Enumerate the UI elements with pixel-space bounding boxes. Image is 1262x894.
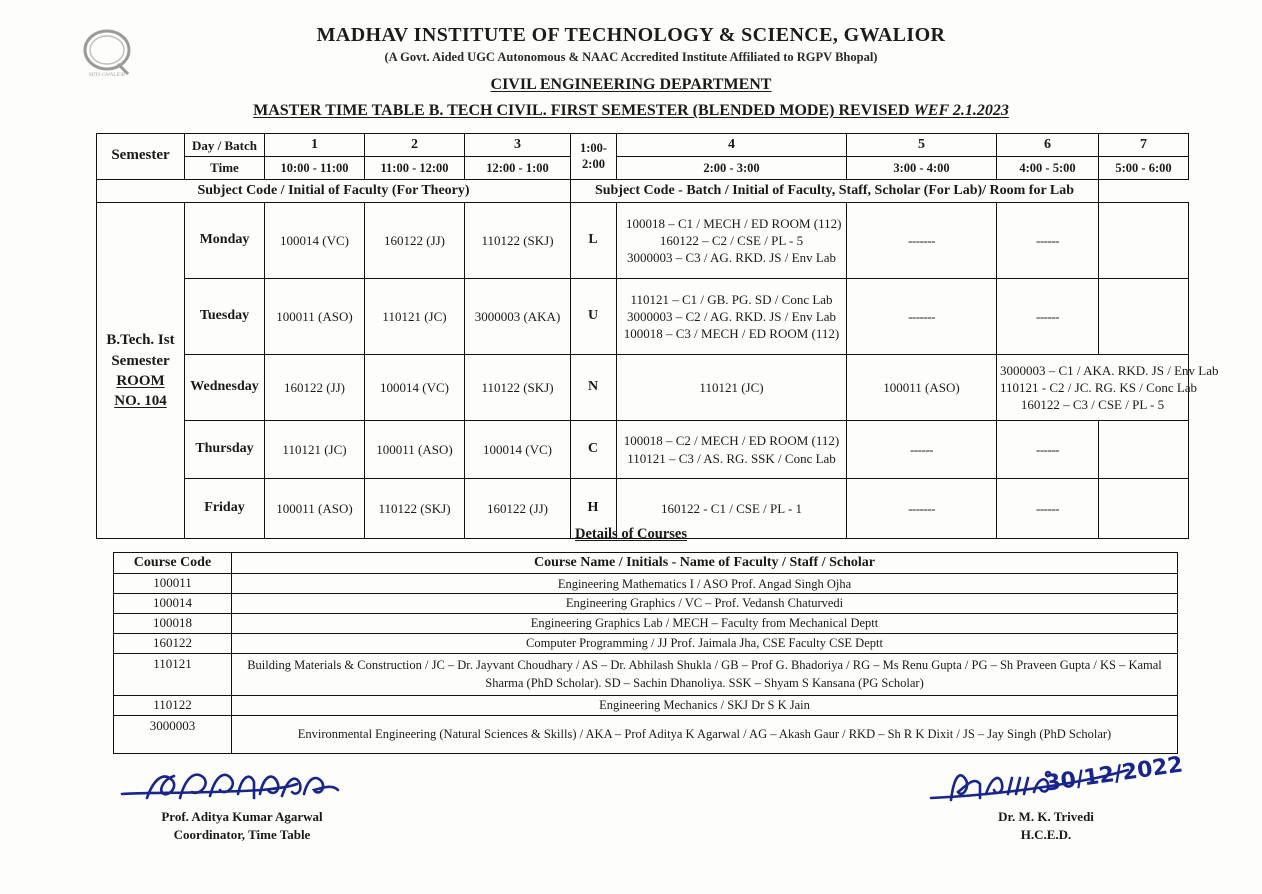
timetable-table [96, 133, 1219, 539]
cell-monday-p6: ------ [997, 203, 1099, 279]
lunch-time-cell: 1:00-2:00 [571, 134, 617, 180]
cell-friday-p1: 100011 (ASO) [265, 479, 365, 539]
signature-block-hod [896, 752, 1196, 843]
semester-header-cell: Semester [97, 134, 185, 180]
day-label-tuesday: Tuesday [185, 279, 265, 355]
table-row [114, 715, 1178, 753]
day-label-monday: Monday [185, 203, 265, 279]
cell-wednesday-p5: 100011 (ASO) [847, 355, 997, 421]
course-name: Engineering Graphics / VC – Prof. Vedansh Chaturvedi [232, 594, 1178, 614]
course-details-table [113, 552, 1178, 754]
lab-line: 110121 – C3 / AS. RG. SSK / Conc Lab [627, 450, 836, 466]
day-batch-header-cell: Day / Batch [185, 134, 265, 157]
table-row-header-spans [97, 179, 1189, 202]
period-time-4: 2:00 - 3:00 [617, 157, 847, 179]
cell-friday-p3: 160122 (JJ) [465, 479, 571, 539]
course-name: Engineering Mathematics I / ASO Prof. Angad Singh Ojha [232, 574, 1178, 594]
lunch-letter-C: C [571, 421, 617, 479]
table-row [97, 355, 1189, 421]
lunch-letter-N: N [571, 355, 617, 421]
table-row [114, 653, 1178, 695]
cell-tuesday-p1: 100011 (ASO) [265, 279, 365, 355]
table-row [97, 203, 1189, 279]
lab-line: 110121 – C1 / GB. PG. SD / Conc Lab [630, 291, 833, 307]
document-title [0, 102, 1262, 120]
course-name: Engineering Mechanics / SKJ Dr S K Jain [232, 695, 1178, 715]
course-name: Environmental Engineering (Natural Sciences & Skills) / AKA – Prof Aditya K Agarwal / AG – Akash Gaur / RKD – Sh R K Dixit / JS – Jay Singh (PhD Scholar) [232, 715, 1178, 753]
day-label-thursday: Thursday [185, 421, 265, 479]
signature-block-coordinator [92, 764, 392, 843]
lab-line: 3000003 – C3 / AG. RKD. JS / Env Lab [626, 250, 837, 266]
semester-name-line1: B.Tech. Ist [106, 331, 175, 348]
period-header-6: 6 [997, 134, 1099, 157]
day-label-friday: Friday [185, 479, 265, 539]
institute-name: MADHAV INSTITUTE OF TECHNOLOGY & SCIENCE, GWALIOR [316, 24, 946, 46]
cell-friday-p4: 160122 - C1 / CSE / PL - 1 [617, 479, 847, 539]
cell-monday-p2: 160122 (JJ) [365, 203, 465, 279]
cell-tuesday-p2: 110121 (JC) [365, 279, 465, 355]
table-row [114, 594, 1178, 614]
lab-line: 100018 – C2 / MECH / ED ROOM (112) [623, 433, 840, 449]
course-code: 100011 [114, 574, 232, 594]
day-label-wednesday: Wednesday [185, 355, 265, 421]
semester-name [97, 330, 184, 372]
signatory-role: H.C.E.D. [1020, 826, 1072, 842]
cell-thursday-p7 [1099, 421, 1189, 479]
course-code-header: Course Code [114, 553, 232, 574]
lunch-letter-H: H [571, 479, 617, 539]
table-row-header-times [97, 157, 1189, 179]
details-of-courses [113, 552, 1177, 754]
signature-mark-icon [92, 764, 392, 808]
cell-thursday-p5: ------ [847, 421, 997, 479]
master-timetable [96, 133, 1219, 539]
cell-monday-p1: 100014 (VC) [265, 203, 365, 279]
signature-date: 30/12/2022 [1044, 752, 1186, 797]
period-time-7: 5:00 - 6:00 [1099, 157, 1189, 179]
institute-subtitle: (A Govt. Aided UGC Autonomous & NAAC Accredited Institute Affiliated to RGPV Bhopal) [384, 50, 878, 64]
lab-line: 160122 – C3 / CSE / PL - 5 [1020, 397, 1165, 413]
cell-wednesday-p2: 100014 (VC) [365, 355, 465, 421]
room-number [97, 372, 184, 412]
lab-line: 160122 – C2 / CSE / PL - 5 [659, 233, 804, 249]
svg-text:MITS GWALIOR: MITS GWALIOR [88, 73, 126, 78]
cell-tuesday-p7 [1099, 279, 1189, 355]
course-code: 110121 [114, 653, 232, 695]
cell-wednesday-p6 [997, 355, 1219, 421]
period-time-1: 10:00 - 11:00 [265, 157, 365, 179]
lab-line: 100018 – C3 / MECH / ED ROOM (112) [623, 326, 840, 342]
lab-line: 110121 - C2 / JC. RG. KS / Conc Lab [1000, 380, 1198, 396]
cell-monday-p5: ------- [847, 203, 997, 279]
document-title-main: MASTER TIME TABLE B. TECH CIVIL. FIRST SEMESTER (BLENDED MODE) REVISED [253, 102, 914, 119]
course-name: Engineering Graphics Lab / MECH – Faculty from Mechanical Deptt [232, 613, 1178, 633]
lab-line: 3000003 – C2 / AG. RKD. JS / Env Lab [626, 309, 837, 325]
cell-tuesday-p4 [617, 279, 847, 355]
course-name: Computer Programming / JJ Prof. Jaimala Jha, CSE Faculty CSE Deptt [232, 633, 1178, 653]
theory-span-header: Subject Code / Initial of Faculty (For Theory) [97, 179, 571, 202]
cell-wednesday-p1: 160122 (JJ) [265, 355, 365, 421]
lab-span-header: Subject Code - Batch / Initial of Faculty, Staff, Scholar (For Lab)/ Room for Lab [571, 179, 1099, 202]
period-time-6: 4:00 - 5:00 [997, 157, 1099, 179]
course-name-header: Course Name / Initials - Name of Faculty / Staff / Scholar [232, 553, 1178, 574]
cell-monday-p7 [1099, 203, 1189, 279]
table-row [114, 695, 1178, 715]
course-code: 100018 [114, 613, 232, 633]
course-code: 160122 [114, 633, 232, 653]
lunch-letter-L: L [571, 203, 617, 279]
period-time-2: 11:00 - 12:00 [365, 157, 465, 179]
room-line1: ROOM [116, 372, 165, 389]
cell-tuesday-p5: ------- [847, 279, 997, 355]
cell-thursday-p2: 100011 (ASO) [365, 421, 465, 479]
period-header-7: 7 [1099, 134, 1189, 157]
lunch-letter-U: U [571, 279, 617, 355]
signature-mark-icon [896, 752, 1196, 808]
cell-monday-p3: 110122 (SKJ) [465, 203, 571, 279]
document-title-wef: WEF 2.1.2023 [913, 102, 1009, 119]
table-row [114, 574, 1178, 594]
semester-room-cell [97, 203, 185, 539]
cell-thursday-p6: ------ [997, 421, 1099, 479]
period-header-4: 4 [617, 134, 847, 157]
period-header-2: 2 [365, 134, 465, 157]
cell-tuesday-p3: 3000003 (AKA) [465, 279, 571, 355]
cell-friday-p6: ------ [997, 479, 1099, 539]
course-code: 3000003 [114, 715, 232, 753]
department-name: CIVIL ENGINEERING DEPARTMENT [490, 76, 772, 93]
signatory-role: Coordinator, Time Table [173, 826, 311, 842]
cell-thursday-p1: 110121 (JC) [265, 421, 365, 479]
lab-line: 100018 – C1 / MECH / ED ROOM (112) [626, 215, 842, 231]
period-header-1: 1 [265, 134, 365, 157]
table-row [114, 633, 1178, 653]
table-row-header-periods [97, 134, 1189, 157]
signatory-name: Prof. Aditya Kumar Agarwal [161, 809, 323, 824]
cell-tuesday-p6: ------ [997, 279, 1099, 355]
table-row [97, 421, 1189, 479]
signatory-name: Dr. M. K. Trivedi [998, 809, 1094, 824]
period-header-5: 5 [847, 134, 997, 157]
cell-monday-p4 [617, 203, 847, 279]
cell-friday-p2: 110122 (SKJ) [365, 479, 465, 539]
room-line2: NO. 104 [114, 392, 167, 409]
cell-friday-p5: ------- [847, 479, 997, 539]
time-header-cell: Time [185, 157, 265, 179]
period-time-5: 3:00 - 4:00 [847, 157, 997, 179]
cell-thursday-p3: 100014 (VC) [465, 421, 571, 479]
cell-wednesday-p4: 110121 (JC) [617, 355, 847, 421]
lab-line: 3000003 – C1 / AKA. RKD. JS / Env Lab [1000, 362, 1219, 378]
institute-logo-icon [78, 26, 136, 80]
course-code: 100014 [114, 594, 232, 614]
semester-name-line2: Semester [111, 352, 170, 369]
table-row [97, 279, 1189, 355]
period-time-3: 12:00 - 1:00 [465, 157, 571, 179]
table-row-header [114, 553, 1178, 574]
period-header-3: 3 [465, 134, 571, 157]
details-of-courses-title: Details of Courses [575, 526, 687, 542]
course-name: Building Materials & Construction / JC – Dr. Jayvant Choudhary / AS – Dr. Abhilash Shukla / GB – Prof G. Bhadoriya / RG – Ms Renu Gupta / PG – Sh Praveen Gupta / KS – Kamal Sharma (PhD Scholar). SD – Sachin Dhanoliya. SSK – Shyam S Kansana (PG Scholar) [232, 653, 1178, 695]
cell-wednesday-p3: 110122 (SKJ) [465, 355, 571, 421]
table-row [114, 613, 1178, 633]
cell-thursday-p4 [617, 421, 847, 479]
course-code: 110122 [114, 695, 232, 715]
document-header [0, 0, 1262, 120]
